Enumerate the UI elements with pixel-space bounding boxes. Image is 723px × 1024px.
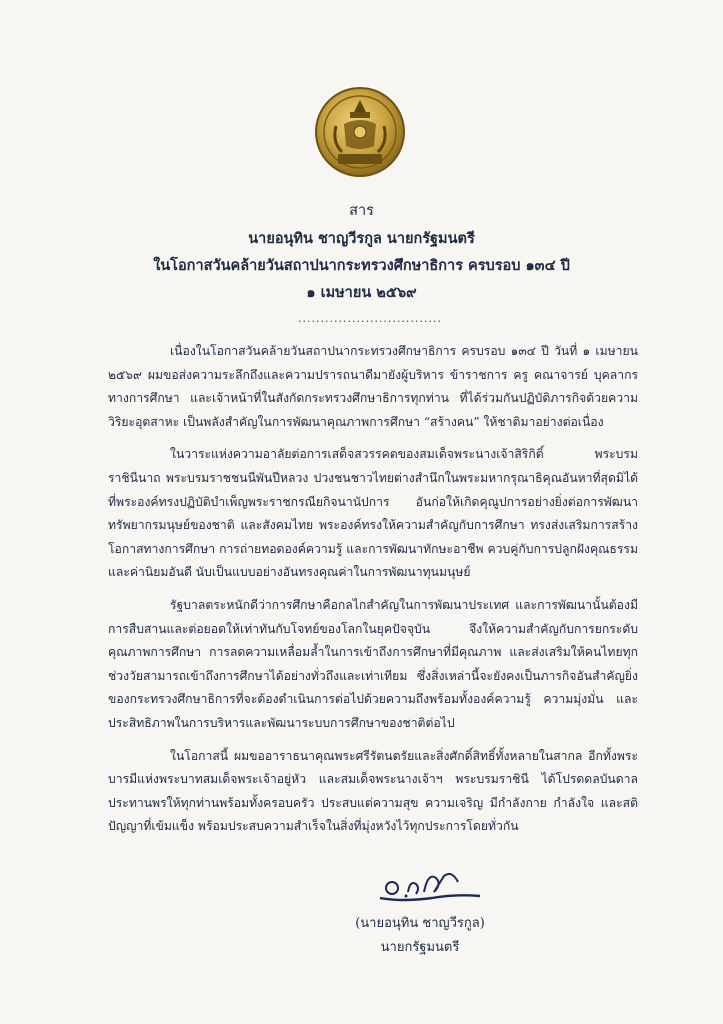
paragraph-4: ในโอกาสนี้ ผมขออาราธนาคุณพระศรีรัตนตรัยและสิ่งศักดิ์สิทธิ์ทั้งหลายในสากล อีกทั้งพระบารมีแห่งพระบาทสมเด็จพระเจ้าอยู่หัว และสมเด็จพระนางเจ้าฯ พระบรมราชินี ได้โปรดดลบันดาลประทานพรให้ทุกท่านพร้อมทั้งครอบครัว ประสบแต่ความสุข ความเจริญ มีกำลังกาย กำลังใจ และสติปัญญาที่เข้มแข็ง พร้อมประสบความสำเร็จในสิ่งที่มุ่งหวังไว้ทุกประการโดยทั่วกัน <box>108 748 638 834</box>
memo-date: ๑ เมษายน ๒๕๖๙ <box>306 284 417 301</box>
paragraph-2: ในวาระแห่งความอาลัยต่อการเสด็จสวรรคตของสมเด็จพระนางเจ้าสิริกิติ์ พระบรมราชินีนาถ พระบรมราชชนนีพันปีหลวง ปวงชนชาวไทยต่างสำนึกในพระมหากรุณาธิคุณอันหาที่สุดมิได้ ที่พระองค์ทรงปฏิบัติบำเพ็ญพระราชกรณียกิจนานัปการ อันก่อให้เกิดคุณูปการอย่างยิ่งต่อการพัฒนาทรัพยากรมนุษย์ของชาติ และสังคมไทย พระองค์ทรงให้ความสำคัญกับการศึกษา ทรงส่งเสริมการสร้างโอกาสทางการศึกษา การถ่ายทอดองค์ความรู้ และการพัฒนาทักษะอาชีพ ควบคู่กับการปลูกฝังคุณธรรมและค่านิยมอันดี นับเป็นแบบอย่างอันทรงคุณค่าในการพัฒนาทุนมนุษย์ <box>108 447 638 580</box>
signer-name: (นายอนุทิน ชาญวีรกูล) <box>355 916 485 931</box>
paragraph-3: รัฐบาลตระหนักดีว่าการศึกษาคือกลไกสำคัญในการพัฒนาประเทศ และการพัฒนานั้นต้องมีการสืบสานและต่อยอดให้เท่าทันกับโจทย์ของโลกในยุคปัจจุบัน จึงให้ความสำคัญกับการยกระดับคุณภาพการศึกษา การลดความเหลื่อมล้ำในการเข้าถึงการศึกษาที่มีคุณภาพ และส่งเสริมให้คนไทยทุกช่วงวัยสามารถเข้าถึงการศึกษาได้อย่างทั่วถึงและเท่าเทียม ซึ่งสิ่งเหล่านี้จะยังคงเป็นภารกิจอันสำคัญยิ่งของกระทรวงศึกษาธิการที่จะต้องดำเนินการต่อไปด้วยความถึงพร้อมทั้งองค์ความรู้ ความมุ่งมั่น และประสิทธิภาพในการบริหารและพัฒนาระบบการศึกษาของชาติต่อไป <box>108 597 638 730</box>
header-divider: ................................ <box>298 312 442 325</box>
signature-block <box>320 912 520 960</box>
handwritten-signature <box>372 858 492 914</box>
signer-position: นายกรัฐมนตรี <box>380 940 460 955</box>
occasion-line: ในโอกาสวันคล้ายวันสถาปนากระทรวงศึกษาธิการ ครบรอบ ๑๓๔ ปี <box>153 257 570 274</box>
sender-name: นายอนุทิน ชาญวีรกูล นายกรัฐมนตรี <box>248 230 475 247</box>
message-keyword: สาร <box>349 203 374 219</box>
paragraph-1: เนื่องในโอกาสวันคล้ายวันสถาปนากระทรวงศึกษาธิการ ครบรอบ ๑๓๔ ปี วันที่ ๑ เมษายน ๒๕๖๙ ผมขอส่งความระลึกถึงและความปรารถนาดีมายังผู้บริหาร ข้าราชการ ครู คณาจารย์ บุคลากรทางการศึกษา และเจ้าหน้าที่ในสังกัดกระทรวงศึกษาธิการทุกท่าน ที่ได้ร่วมกันปฏิบัติภารกิจด้วยความวิริยะอุตสาหะ เป็นพลังสำคัญในการพัฒนาคุณภาพการศึกษา “สร้างคน” ให้ชาติมาอย่างต่อเนื่อง <box>108 344 638 429</box>
memo-header <box>0 198 723 306</box>
message-body <box>108 340 638 848</box>
garuda-seal-emblem <box>314 86 406 178</box>
